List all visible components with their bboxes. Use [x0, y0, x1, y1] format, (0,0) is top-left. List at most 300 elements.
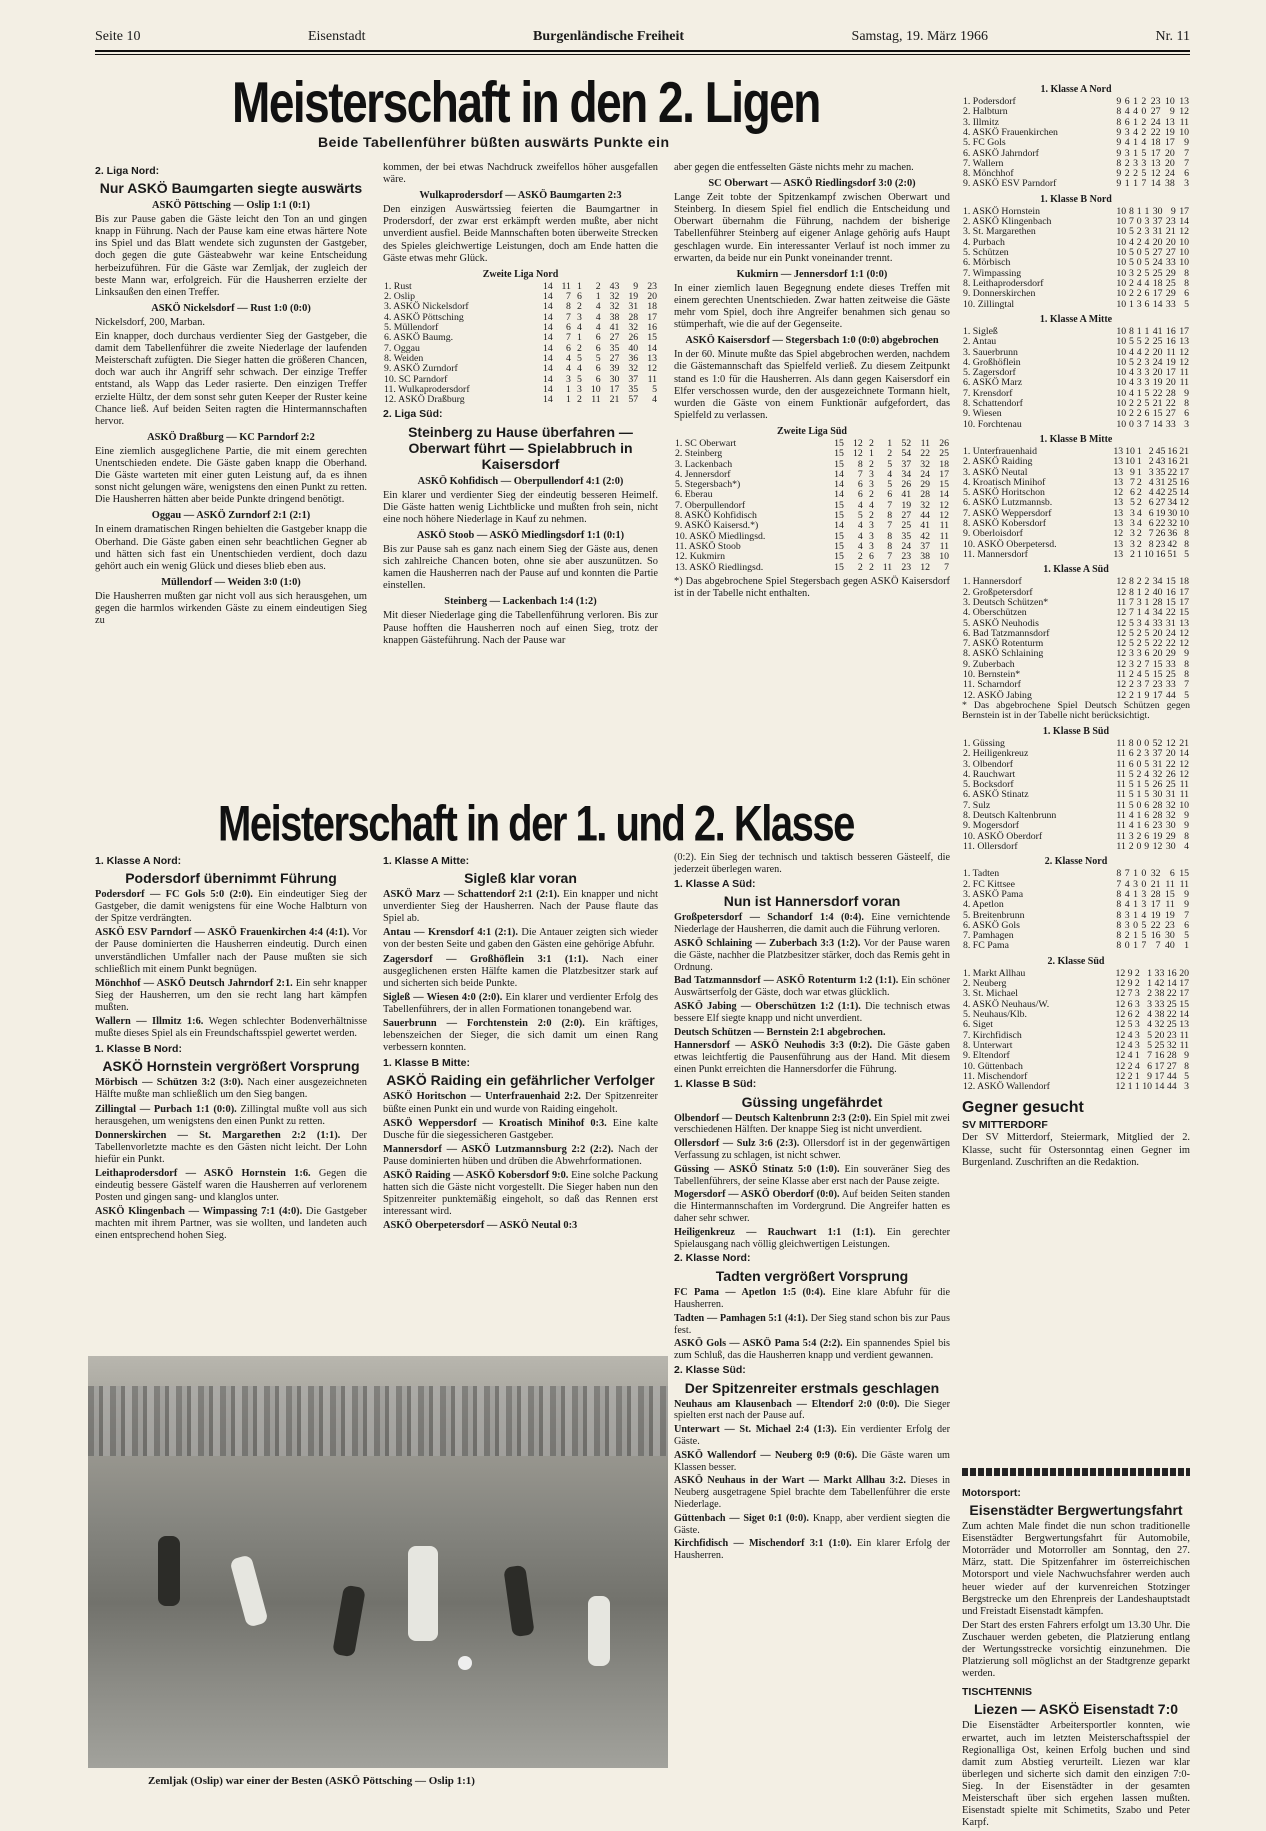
stat-cell: 22 — [1166, 988, 1177, 1000]
stat-cell: 35 — [609, 342, 620, 354]
stat-cell: 4 — [1129, 367, 1134, 379]
stat-cell: 6 — [566, 322, 571, 334]
section-label: 1. Klasse A Süd: — [674, 877, 756, 890]
article-headline: ASKÖ Hornstein vergrößert Vorsprung — [102, 1058, 360, 1075]
stat-cell: 4 — [1134, 1060, 1140, 1072]
table-row — [674, 552, 950, 562]
team-cell: 1. Rust — [384, 280, 412, 292]
table-row — [962, 289, 1190, 299]
stat-cell: 2 — [1136, 487, 1142, 499]
column-2 — [383, 162, 658, 649]
team-cell: 11. Ollersdorf — [963, 840, 1018, 852]
stat-cell: 23 — [647, 280, 657, 292]
stat-cell: 40 — [628, 342, 639, 354]
article-headline: Gegner gesucht — [962, 1099, 1084, 1117]
match-report: Unterwart — St. Michael 2:4 (1:3). Ein verdienter Erfolg der Gäste. — [674, 1424, 950, 1448]
stat-cell: 5 — [1144, 638, 1150, 650]
stat-cell: 4 — [1144, 277, 1150, 289]
stat-cell: 8 — [1116, 157, 1122, 169]
team-cell: 7. Oberpullendorf — [675, 499, 746, 511]
team-cell: 3. Olbendorf — [963, 758, 1014, 770]
stat-cell: 12 — [1116, 617, 1127, 629]
stat-cell: 16 — [1167, 445, 1178, 457]
stat-cell: 3 — [1124, 126, 1130, 138]
stat-cell: 2 — [1136, 627, 1142, 639]
stat-cell: 1 — [1133, 178, 1138, 190]
match-report: Güttenbach — Siget 0:1 (0:0). Knapp, aber verdient siegten die Gäste. — [674, 1512, 951, 1536]
team-cell: 1. ASKÖ Hornstein — [963, 205, 1041, 217]
stat-cell: 9 — [1127, 978, 1133, 990]
stat-cell: 4 — [1141, 909, 1147, 921]
stat-cell: 1 — [1127, 1081, 1133, 1093]
stat-cell: 32 — [1167, 518, 1178, 530]
stat-cell: 16 — [1179, 476, 1189, 488]
stat-cell: 5 — [1147, 1029, 1153, 1041]
stat-cell: 2 — [1129, 398, 1134, 409]
match-result: Steinberg — Lackenbach 1:4 (1:2) — [444, 596, 597, 608]
stat-cell: 15 — [834, 458, 844, 470]
stat-cell: 29 — [1165, 288, 1176, 300]
stat-cell: 15 — [1152, 669, 1163, 681]
stat-cell: 11 — [939, 520, 949, 532]
stat-cell: 1 — [1133, 96, 1138, 108]
stat-cell: 4 — [868, 499, 874, 511]
team-cell: 9. ASKÖ ESV Parndorf — [963, 178, 1057, 190]
section-label: 2. Klasse Süd: — [674, 1363, 746, 1376]
team-cell: 9. Mogersdorf — [963, 820, 1020, 832]
stat-cell: 23 — [1152, 679, 1163, 691]
stat-cell: 15 — [1165, 576, 1176, 588]
stat-cell: 4 — [1127, 1039, 1133, 1051]
stat-cell: 32 — [920, 499, 931, 511]
stat-cell: 2 — [1136, 288, 1142, 300]
stat-cell: 12 — [939, 499, 949, 511]
stat-cell: 2 — [1147, 988, 1153, 1000]
stat-cell: 5 — [1128, 789, 1134, 801]
stat-cell: 5 — [1184, 548, 1189, 560]
stat-cell: 22 — [1165, 607, 1176, 619]
stat-cell: 1 — [1147, 978, 1153, 990]
stat-cell: 4 — [595, 301, 601, 313]
team-cell: 5. ASKÖ Horitschon — [963, 487, 1045, 499]
stat-cell: 14 — [1150, 178, 1161, 190]
team-cell: 12. Kukmirn — [675, 551, 726, 563]
stat-cell: 2 — [1136, 267, 1142, 279]
stat-cell: 1 — [1124, 178, 1130, 190]
match-report: Zillingtal — Purbach 1:1 (0:0). Zillingtal mußte voll aus sich herausgehen, um wenigstens den einen Punkt zu retten. — [95, 1103, 367, 1127]
stat-cell: 17 — [1165, 367, 1176, 379]
stat-cell: 10 — [1179, 126, 1189, 138]
team-cell: 3. Sauerbrunn — [963, 346, 1018, 358]
team-cell: 7. Krensdorf — [963, 387, 1013, 399]
article-paragraph: In einem dramatischen Ringen behielten die Gastgeber knapp die Oberhand. Die Gäste gaben einen sehr beachtlichen Gegner ab und hätten sich fast ein Unentschieden verdient, doch dazu gehört auch ein wenig Glück und dieses blieb eben aus. — [95, 524, 367, 572]
stat-cell: 52 — [901, 437, 912, 449]
stat-cell: 0 — [1129, 418, 1134, 430]
stat-cell: 11 — [1179, 377, 1189, 389]
stat-cell: 7 — [1184, 909, 1189, 921]
stat-cell: 1 — [1133, 868, 1138, 880]
stat-cell: 3 — [1134, 1019, 1140, 1031]
team-cell: 7. Oggau — [384, 342, 420, 354]
stat-cell: 24 — [1164, 168, 1175, 180]
stat-cell: 2 — [1129, 689, 1134, 701]
stat-cell: 14 — [542, 332, 553, 344]
stat-cell: 4 — [1129, 236, 1134, 248]
match-result: Müllendorf — Weiden 3:0 (1:0) — [161, 576, 301, 588]
stat-cell: 12 — [1116, 638, 1127, 650]
stat-cell: 1 — [1136, 586, 1142, 598]
stat-cell: 4 — [1144, 236, 1150, 248]
stat-cell: 32 — [609, 301, 620, 313]
stat-cell: 17 — [1179, 978, 1189, 990]
stat-cell: 16 — [1166, 967, 1177, 979]
stat-cell: 5 — [1141, 147, 1147, 159]
stat-cell: 1 — [1136, 205, 1142, 217]
stat-cell: 10 — [1116, 398, 1127, 409]
stat-cell: 10 — [1179, 236, 1189, 248]
stat-cell: 33 — [1154, 998, 1165, 1010]
stat-cell: 6 — [1148, 507, 1154, 519]
stat-cell: 22 — [1165, 758, 1176, 770]
stat-cell: 2 — [1124, 168, 1130, 180]
stat-cell: 12 — [1116, 607, 1127, 619]
team-cell: 8. FC Pama — [963, 940, 1009, 952]
stat-cell: 12 — [1116, 586, 1127, 598]
stat-cell: 3 — [1184, 1081, 1189, 1093]
stat-cell: 12 — [1115, 967, 1126, 979]
stat-cell: 1 — [1147, 967, 1153, 979]
team-cell: 5. Neuhaus/Klb. — [963, 1009, 1027, 1021]
team-cell: 6. ASKÖ Jahrndorf — [963, 147, 1039, 159]
stat-cell: 1 — [1134, 1050, 1140, 1062]
stat-cell: 14 — [834, 489, 844, 501]
article-paragraph: Eine ziemlich ausgeglichene Partie, die mit einem gerechten Unentschieden endete. Die Gäste gaben knapp die Oberhand. Die Gäste warteten mit einer guten Leistung auf, da es ihnen sonst nicht gelungen wäre, wenigstens den einen Punkt zu retten. Die Hausherren hätten aber beide Punkte dringend benötigt. — [95, 445, 367, 506]
league-table-title: 2. Klasse Süd — [1047, 955, 1105, 967]
stat-cell: 5 — [1144, 257, 1150, 269]
stat-cell: 4 — [1136, 518, 1142, 530]
stat-cell: 17 — [1150, 147, 1161, 159]
stat-cell: 12 — [1179, 226, 1189, 238]
stat-cell: 9 — [1144, 840, 1150, 852]
stat-cell: 12 — [1116, 627, 1127, 639]
stat-cell: 11 — [1116, 820, 1126, 832]
team-cell: 4. ASKÖ Pöttsching — [384, 311, 464, 323]
stat-cell: 14 — [834, 468, 844, 480]
stat-cell: 7 — [566, 291, 571, 303]
team-cell: 2. ASKÖ Klingenbach — [963, 216, 1052, 228]
stat-cell: 13 — [1113, 548, 1124, 560]
stat-cell: 2 — [1130, 548, 1135, 560]
stat-cell: 2 — [1141, 126, 1147, 138]
section-label: 2. Liga Süd: — [383, 408, 443, 421]
stat-cell: 2 — [1129, 408, 1134, 420]
team-cell: 9. Zuberbach — [963, 658, 1015, 670]
stat-cell: 19 — [1164, 126, 1175, 138]
stat-cell: 3 — [1129, 648, 1134, 660]
stat-cell: 20 — [647, 291, 657, 303]
table-row — [383, 395, 658, 405]
stat-cell: 1 — [1136, 779, 1142, 791]
stat-cell: 8 — [1129, 586, 1134, 598]
stat-cell: 16 — [1165, 336, 1176, 348]
stat-cell: 32 — [1150, 868, 1161, 880]
team-cell: 2. Halbturn — [963, 106, 1008, 118]
stat-cell: 6 — [1147, 1060, 1153, 1072]
stat-cell: 23 — [1155, 538, 1166, 550]
stat-cell: 3 — [1144, 367, 1150, 379]
stat-cell: 12 — [1116, 658, 1127, 670]
match-report: Leithaprodersdorf — ASKÖ Hornstein 1:6. Gegen die eindeutig bessere Gästelf waren die Hausherren auf verlorenem Posten und gingen sang- und klanglos unter. — [95, 1167, 367, 1204]
section-label: Motorsport: — [962, 1487, 1021, 1499]
stat-cell: 38 — [609, 311, 620, 323]
stat-cell: 1 — [1136, 445, 1142, 457]
stat-cell: 20 — [1154, 1029, 1165, 1041]
stat-cell: 10 — [1125, 456, 1135, 468]
league-table — [962, 577, 1190, 701]
section-label: 1. Klasse A Mitte: — [383, 855, 470, 867]
stat-cell: 28 — [1165, 387, 1176, 399]
stat-cell: 3 — [1133, 157, 1138, 169]
team-cell: 5. Stegersbach*) — [675, 479, 741, 491]
stat-cell: 12 — [1179, 497, 1189, 509]
stat-cell: 3 — [1184, 178, 1189, 190]
stat-cell: 8 — [1184, 267, 1189, 279]
stat-cell: 6 — [857, 489, 863, 501]
article-paragraph: Die Eisenstädter Arbeitersportler konnten, wie erwartet, auch im letzten Meisterschaftsspiel der Regionalliga Ost, keinen Erfolg buchen und sind damit zum Abstieg verurteilt. Liezen war klar überlegen und sicherte sich damit den einzigen 7:0-Sieg. In der Eisenstädter in der gesamten Meisterschaft über sich ergehen lassen mußten. Eisenstadt spielte mit Schimetits, Szabo und Peter Karpf. — [962, 1720, 1190, 1829]
stat-cell: 11 — [939, 540, 949, 552]
stat-cell: 15 — [834, 437, 844, 449]
stat-cell: 11 — [1116, 596, 1127, 608]
stat-cell: 1 — [595, 291, 601, 303]
stat-cell: 2 — [868, 510, 874, 522]
stat-cell: 27 — [1152, 247, 1163, 259]
team-cell: 3. ASKÖ Neutal — [963, 466, 1028, 478]
stat-cell: 3 — [1136, 418, 1142, 430]
stat-cell: 23 — [901, 561, 912, 573]
stat-cell: 12 — [853, 448, 863, 460]
stat-cell: 7 — [1144, 658, 1150, 670]
stat-cell: 0 — [1136, 216, 1142, 228]
stat-cell: 2 — [1136, 658, 1142, 670]
stat-cell: 9 — [1116, 96, 1122, 108]
stat-cell: 52 — [1152, 738, 1163, 749]
stat-cell: 17 — [609, 383, 620, 395]
stat-cell: 25 — [939, 448, 949, 460]
stat-cell: 17 — [1164, 137, 1175, 149]
stat-cell: 28 — [628, 311, 639, 323]
team-cell: 4. Purbach — [963, 236, 1005, 248]
stat-cell: 7 — [1148, 528, 1154, 540]
team-cell: 11. ASKÖ Stoob — [675, 540, 741, 552]
stat-cell: 12 — [1116, 648, 1127, 660]
stat-cell: 21 — [1179, 445, 1189, 457]
stat-cell: 23 — [1164, 919, 1175, 931]
stat-cell: 11 — [1116, 738, 1126, 749]
stat-cell: 5 — [577, 352, 582, 364]
match-report: Sigleß — Wiesen 4:0 (2:0). Ein klarer und verdienter Erfolg des Tabellenführers, der in allen Formationen tonangebend war. — [383, 991, 658, 1015]
match-report: Olbendorf — Deutsch Kaltenbrunn 2:3 (2:0). Ein Spiel mit zwei verschiedenen Hälften. Der knappe Sieg ist nicht unverdient. — [674, 1112, 950, 1136]
stat-cell: 3 — [1130, 507, 1135, 519]
stat-cell: 4 — [1124, 137, 1130, 149]
stat-cell: 29 — [1165, 830, 1176, 842]
stat-cell: 11 — [1179, 367, 1189, 379]
article-paragraph: In einer ziemlich lauen Begegnung endete dieses Treffen mit einem gerechten Unentschieden. Zwar hatten zeitweise die Gäste mehr vom Spiel, doch ihre Angreifer benahmen sich genau so stümperhaft, wie die auf der Gegenseite. — [674, 282, 950, 331]
stat-cell: 8 — [887, 510, 893, 522]
stat-cell: 5 — [1130, 497, 1135, 509]
stat-cell: 10 — [1116, 298, 1127, 310]
stat-cell: 20 — [1152, 627, 1163, 639]
stat-cell: 5 — [1144, 669, 1150, 681]
article-headline: Güssing ungefährdet — [741, 1093, 883, 1110]
stat-cell: 8 — [1116, 116, 1122, 128]
team-cell: 12. ASKÖ Jabing — [963, 689, 1032, 701]
team-cell: 2. Oslip — [384, 291, 416, 303]
league-table-title: 1. Klasse A Nord — [1040, 84, 1112, 95]
match-report: Antau — Krensdorf 4:1 (2:1). Die Antauer zeigten sich wieder von der besten Seite und gaben den Gästen eine gehörige Abfuhr. — [383, 927, 658, 951]
team-cell: 6. ASKÖ Gols — [963, 919, 1020, 931]
stat-cell: 4 — [1136, 346, 1142, 358]
stat-cell: 34 — [901, 468, 912, 480]
stat-cell: 30 — [1152, 789, 1163, 801]
stat-cell: 15 — [834, 448, 844, 460]
team-cell: 8. ASKÖ Schlaining — [963, 648, 1044, 660]
team-cell: 7. Kirchfidisch — [963, 1029, 1022, 1041]
stat-cell: 11 — [1116, 789, 1126, 801]
stat-cell: 6 — [1127, 1009, 1133, 1021]
league-table — [962, 969, 1190, 1093]
stat-cell: 1 — [868, 448, 874, 460]
stat-cell: 3 — [868, 530, 874, 542]
stat-cell: 9 — [1170, 205, 1176, 217]
stat-cell: 14 — [834, 479, 844, 491]
stat-cell: 4 — [1124, 888, 1130, 900]
team-cell: 6. ASKÖ Marz — [963, 377, 1023, 389]
stat-cell: 12 — [1115, 1039, 1126, 1051]
article-paragraph: (0:2). Ein Sieg der technisch und taktisch besseren Gästeelf, die jederzeit überlegen waren. — [674, 852, 950, 875]
match-report: Großpetersdorf — Schandorf 1:4 (0:4). Eine vernichtende Niederlage der Hausherren, die damit auch die Führung verloren. — [674, 912, 951, 936]
section-label: 1. Klasse A Nord: — [95, 855, 182, 867]
stat-cell: 2 — [1136, 768, 1142, 780]
stat-cell: 37 — [920, 540, 931, 552]
stat-cell: 13 — [1179, 617, 1189, 629]
stat-cell: 4 — [1136, 669, 1142, 681]
stat-cell: 9 — [1116, 178, 1122, 190]
stat-cell: 8 — [1129, 205, 1134, 217]
stat-cell: 10 — [1116, 336, 1127, 348]
league-table — [962, 739, 1190, 852]
table-row — [674, 563, 950, 573]
stat-cell: 5 — [1147, 1039, 1153, 1051]
stat-cell: 3 — [1141, 157, 1147, 169]
stat-cell: 3 — [1136, 367, 1142, 379]
team-cell: 4. Oberschützen — [963, 607, 1027, 619]
stat-cell: 15 — [834, 510, 844, 522]
stat-cell: 4 — [1133, 106, 1138, 118]
stat-cell: 11 — [1179, 116, 1189, 128]
stat-cell: 1 — [1136, 466, 1142, 478]
team-cell: 10. Güttenbach — [963, 1060, 1023, 1072]
article-headline: Steinberg zu Hause überfahren — Oberwart führt — Spielabbruch in Kaisersdorf — [408, 423, 633, 472]
stat-cell: 2 — [1128, 840, 1134, 852]
match-report: ASKÖ Wallendorf — Neuberg 0:9 (0:6). Die Gäste waren um Klassen besser. — [674, 1449, 950, 1473]
team-cell: 5. Bocksdorf — [963, 779, 1014, 791]
stat-cell: 11 — [591, 394, 601, 406]
stat-cell: 37 — [1152, 748, 1163, 760]
stat-cell: 4 — [577, 322, 582, 334]
league-table-title: 1. Klasse B Süd — [1042, 725, 1110, 737]
match-report: Heiligenkreuz — Rauchwart 1:1 (1:1). Ein gerechter Spielausgang nach völlig gleichwertigen Leistungen. — [674, 1226, 951, 1250]
stat-cell: 4 — [1184, 840, 1189, 852]
match-result: SC Oberwart — ASKÖ Riedlingsdorf 3:0 (2:0) — [708, 178, 916, 190]
stat-cell: 2 — [1129, 669, 1134, 681]
stat-cell: 2 — [1136, 497, 1142, 509]
article-headline: Nun ist Hannersdorf voran — [723, 893, 901, 910]
stat-cell: 6 — [1128, 748, 1134, 760]
team-cell: 10. ASKÖ Miedlingsd. — [675, 530, 766, 542]
stat-cell: 7 — [1184, 147, 1189, 159]
stat-cell: 2 — [1144, 586, 1150, 598]
stat-cell: 14 — [647, 342, 657, 354]
stat-cell: 12 — [1179, 346, 1189, 358]
stat-cell: 4 — [1136, 507, 1142, 519]
stat-cell: 37 — [901, 458, 912, 470]
stat-cell: 2 — [1136, 830, 1142, 842]
stat-cell: 1 — [1133, 940, 1138, 952]
stat-cell: 5 — [1144, 398, 1150, 409]
stat-cell: 4 — [1148, 487, 1154, 499]
stat-cell: 17 — [1179, 466, 1189, 478]
stat-cell: 7 — [1144, 418, 1150, 430]
stat-cell: 25 — [1165, 669, 1176, 681]
stat-cell: 12 — [1115, 988, 1126, 1000]
stat-cell: 21 — [609, 394, 620, 406]
stat-cell: 19 — [1165, 356, 1176, 368]
stat-cell: 3 — [1129, 658, 1134, 670]
team-cell: 8. Unterwart — [963, 1039, 1013, 1051]
stat-cell: 7 — [1127, 988, 1133, 1000]
stat-cell: 7 — [1116, 878, 1122, 890]
stat-cell: 1 — [577, 280, 582, 292]
match-result: ASKÖ Kaisersdorf — Stegersbach 1:0 (0:0) abgebrochen — [685, 335, 939, 347]
team-cell: 6. ASKÖ Lutzmannsb. — [963, 497, 1053, 509]
stat-cell: 33 — [1165, 679, 1176, 691]
stat-cell: 6 — [595, 363, 601, 375]
stat-cell: 25 — [1154, 1039, 1165, 1051]
stat-cell: 14 — [939, 489, 949, 501]
stat-cell: 7 — [887, 551, 893, 563]
stat-cell: 34 — [1152, 576, 1163, 588]
team-cell: 3. Lackenbach — [675, 458, 733, 470]
stat-cell: 20 — [1152, 346, 1163, 358]
stat-cell: 2 — [1144, 346, 1150, 358]
stat-cell: 13 — [647, 352, 657, 364]
stat-cell: 13 — [1113, 456, 1124, 468]
table-row — [962, 900, 1190, 910]
stat-cell: 17 — [1150, 899, 1161, 911]
stat-cell: 12 — [1116, 689, 1127, 701]
stat-cell: 5 — [652, 383, 657, 395]
stat-cell: 3 — [1136, 648, 1142, 660]
header-rule — [95, 50, 1190, 52]
team-cell: 8. Deutsch Kaltenbrunn — [963, 810, 1057, 822]
stat-cell: 6 — [1184, 408, 1189, 420]
stat-cell: 4 — [857, 499, 863, 511]
match-report: ASKÖ Jabing — Oberschützen 1:2 (1:1). Die technisch etwas bessere Elf siegte knapp und nicht unverdient. — [674, 1000, 951, 1024]
team-cell: 1. Unterfrauenhaid — [963, 445, 1037, 457]
stat-cell: 17 — [1179, 586, 1189, 598]
stat-cell: 26 — [901, 479, 912, 491]
team-cell: 5. FC Gols — [963, 137, 1006, 149]
